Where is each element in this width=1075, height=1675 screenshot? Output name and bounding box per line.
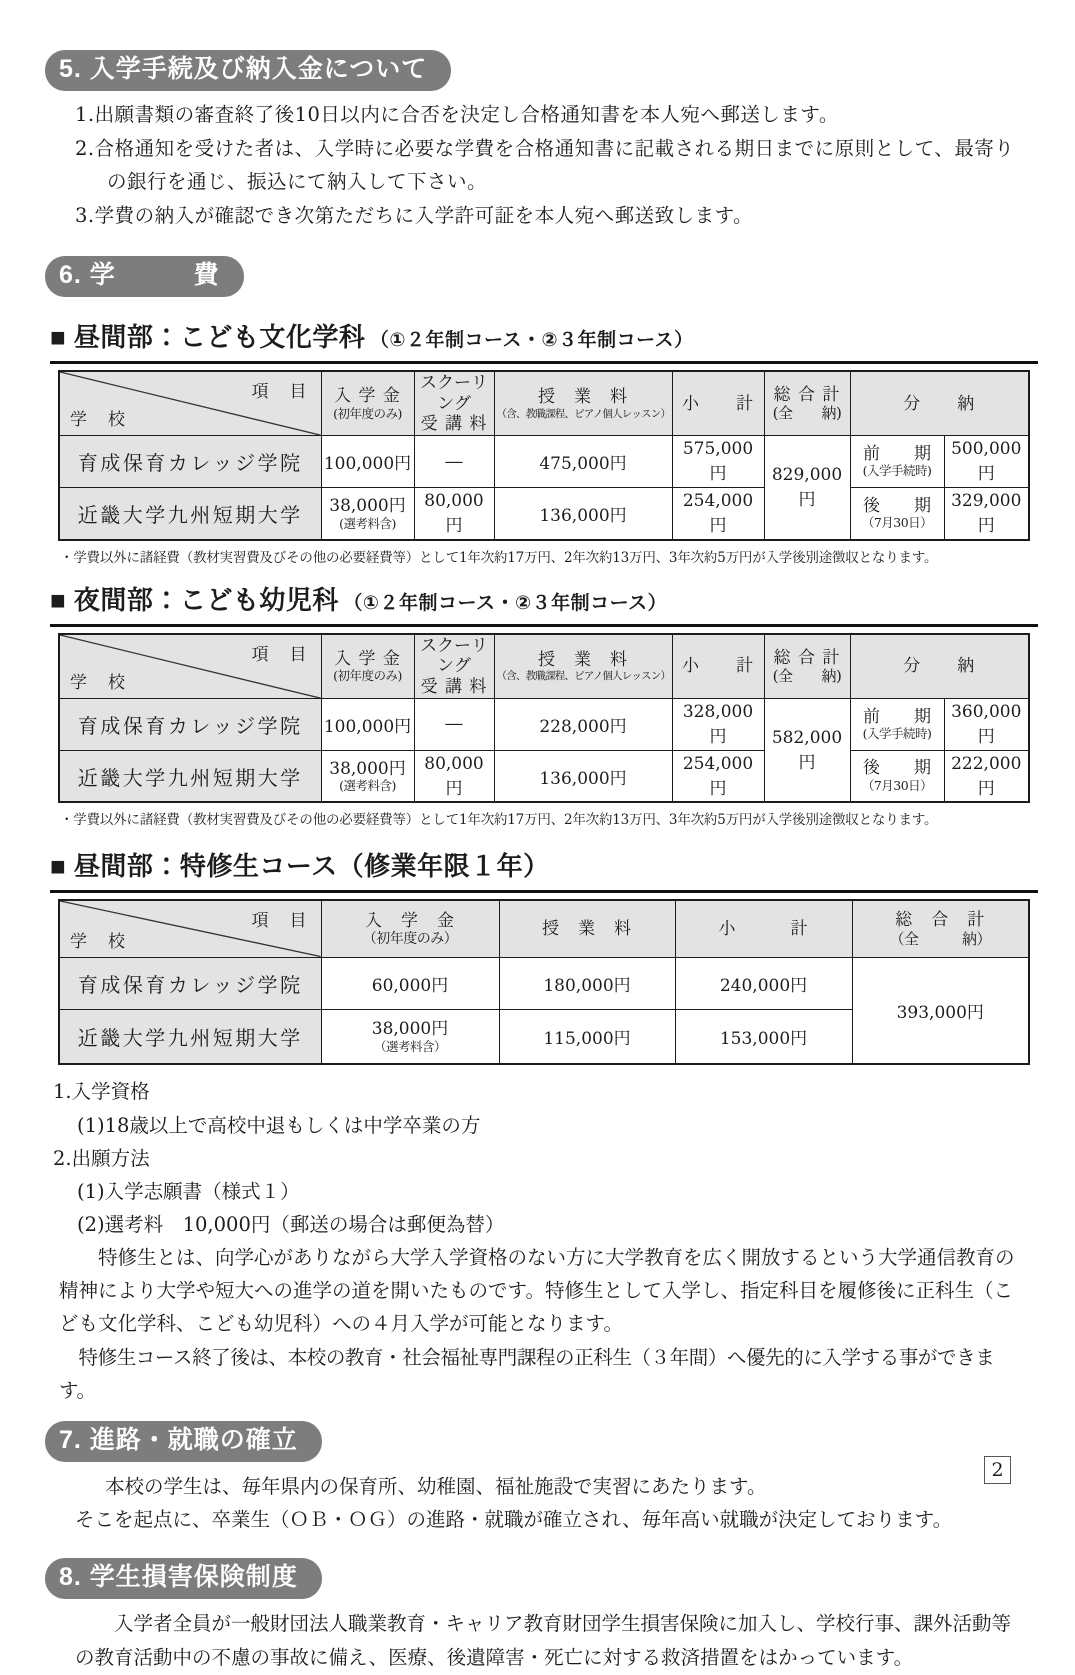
header-admission: 入 学 金 （初年度のみ）	[321, 900, 499, 957]
header-schooling: スクーリング 受 講 料	[414, 634, 494, 699]
header-tuition: 授 業 料	[499, 900, 675, 957]
header-school-label: 学 校	[70, 672, 127, 693]
application-item: (2)選考料 10,000円（郵送の場合は郵便為替）	[77, 1213, 505, 1237]
subtotal: 575,000円	[672, 436, 764, 488]
diagonal-header-cell	[59, 371, 321, 436]
header-schooling: スクーリング 受 講 料	[414, 371, 494, 436]
evening-heading	[50, 580, 1038, 627]
header-school-label: 学 校	[70, 410, 127, 431]
section-8-title: 8. 学生損害保険制度	[45, 1558, 322, 1599]
table-row	[59, 436, 1029, 488]
table-row	[59, 957, 1029, 1009]
evening-heading-sub: （①２年制コース・②３年制コース）	[343, 592, 668, 614]
daytime-note: ・学費以外に諸経費（教材実習費及びその他の必要経費等）として1年次約17万円、2年次約13万円、3年次約5万円が入学後別途徴収となります。	[60, 549, 938, 566]
header-subtotal: 小 計	[675, 900, 852, 957]
table-header-row	[59, 634, 1029, 699]
section-5-list	[75, 98, 1027, 232]
admission-fee: 60,000円	[321, 957, 499, 1009]
school-name: 育成保育カレッジ学院	[59, 698, 321, 750]
application-title: 2.出願方法	[53, 1146, 150, 1170]
schooling-fee: 80,000円	[414, 488, 494, 540]
table-header-row	[59, 900, 1029, 957]
application-item: (1)入学志願書（様式１）	[77, 1179, 300, 1203]
subtotal: 328,000円	[672, 698, 764, 750]
section-6	[45, 256, 1035, 297]
daytime-heading	[50, 317, 1038, 364]
page-number: 2	[984, 1456, 1011, 1484]
installment-amount: 360,000円	[944, 698, 1029, 750]
schooling-fee: ―	[414, 698, 494, 750]
table-row	[59, 488, 1029, 540]
section-5-item: 3.学費の納入が確認でき次第ただちに入学許可証を本人宛へ郵送致します。	[75, 203, 754, 227]
grand-total: 582,000円	[764, 698, 850, 802]
installment-amount: 222,000円	[944, 750, 1029, 802]
tuition-fee: 115,000円	[499, 1009, 675, 1064]
schooling-fee: ―	[414, 436, 494, 488]
installment-period: 後 期 （7月30日）	[850, 750, 944, 802]
evening-heading-main: ■ 夜間部：こども幼児科	[50, 584, 339, 615]
schooling-fee: 80,000円	[414, 750, 494, 802]
tuition-fee: 180,000円	[499, 957, 675, 1009]
daytime-fee-table	[58, 370, 1030, 541]
qualification-title: 1.入学資格	[53, 1080, 150, 1104]
school-name: 近畿大学九州短期大学	[59, 488, 321, 540]
section-7-title: 7. 進路・就職の確立	[45, 1421, 322, 1462]
tuition-fee: 136,000円	[494, 750, 672, 802]
installment-amount: 329,000円	[944, 488, 1029, 540]
evening-note: ・学費以外に諸経費（教材実習費及びその他の必要経費等）として1年次約17万円、2年次約13万円、3年次約5万円が入学後別途徴収となります。	[60, 812, 938, 829]
qualification-item: (1)18歳以上で高校中退もしくは中学卒業の方	[77, 1113, 481, 1137]
tuition-fee: 228,000円	[494, 698, 672, 750]
header-item-label: 項 目	[251, 382, 309, 403]
tuition-fee: 475,000円	[494, 436, 672, 488]
table-header-row	[59, 371, 1029, 436]
table-row	[59, 698, 1029, 750]
header-admission: 入 学 金 (初年度のみ)	[321, 634, 414, 699]
subtotal: 254,000円	[672, 750, 764, 802]
installment-amount: 500,000円	[944, 436, 1029, 488]
section-7-line: 本校の学生は、毎年県内の保育所、幼稚園、福祉施設で実習にあたります。	[105, 1474, 767, 1498]
header-tuition: 授 業 料 （含、教職課程、ピアノ個人レッスン）	[494, 371, 672, 436]
daytime-heading-sub: （①２年制コース・②３年制コース）	[369, 330, 694, 352]
school-name: 近畿大学九州短期大学	[59, 1009, 321, 1064]
admission-fee: 38,000円 (選考料含)	[321, 488, 414, 540]
header-subtotal: 小 計	[672, 634, 764, 699]
section-5	[45, 50, 1035, 232]
section-5-item: 2.合格通知を受けた者は、入学時に必要な学費を合格通知書に記載される期日までに原則として、最寄りの銀行を通じ、振込にて納入して下さい。	[75, 136, 1015, 194]
diagonal-header-cell	[59, 900, 321, 957]
section-6-title: 6. 学 費	[45, 256, 244, 297]
grand-total: 829,000円	[764, 436, 850, 540]
grand-total: 393,000円	[852, 957, 1029, 1064]
daytime-heading-main: ■ 昼間部：こども文化学科	[50, 322, 366, 353]
header-installments: 分 納	[850, 371, 1029, 436]
special-fee-table	[58, 899, 1030, 1065]
admission-fee: 38,000円 (選考料含)	[321, 750, 414, 802]
special-paragraph: 特修生コース終了後は、本校の教育・社会福祉専門課程の正科生（３年間）へ優先的に入学する事ができます。	[59, 1345, 995, 1402]
subtotal: 153,000円	[675, 1009, 852, 1064]
subtotal: 240,000円	[675, 957, 852, 1009]
header-tuition: 授 業 料 （含、教職課程、ピアノ個人レッスン）	[494, 634, 672, 699]
school-name: 育成保育カレッジ学院	[59, 436, 321, 488]
header-item-label: 項 目	[251, 911, 309, 932]
tuition-fee: 136,000円	[494, 488, 672, 540]
evening-fee-table	[58, 633, 1030, 804]
header-total: 総 合 計 (全 納)	[764, 371, 850, 436]
table-row	[59, 750, 1029, 802]
special-heading	[50, 846, 1038, 893]
header-item-label: 項 目	[251, 644, 309, 665]
installment-period: 後 期 （7月30日）	[850, 488, 944, 540]
school-name: 近畿大学九州短期大学	[59, 750, 321, 802]
section-8	[45, 1558, 1035, 1675]
section-8-body: 入学者全員が一般財団法人職業教育・キャリア教育財団学生損害保険に加入し、学校行事、課外活動等の教育活動中の不慮の事故に備え、医療、後遺障害・死亡に対する救済措置をはかっています。	[75, 1612, 1012, 1670]
header-total: 総 合 計 （全 納）	[852, 900, 1029, 957]
installment-period: 前 期 (入学手続時)	[850, 436, 944, 488]
subtotal: 254,000円	[672, 488, 764, 540]
section-7-line: そこを起点に、卒業生（ＯＢ・ＯＧ）の進路・就職が確立され、毎年高い就職が決定しております。	[75, 1508, 953, 1532]
special-heading-main: ■ 昼間部：特修生コース（修業年限１年）	[50, 851, 550, 882]
section-5-item: 1.出願書類の審査終了後10日以内に合否を決定し合格通知書を本人宛へ郵送します。	[75, 103, 839, 126]
header-total: 総 合 計 (全 納)	[764, 634, 850, 699]
header-installments: 分 納	[850, 634, 1029, 699]
diagonal-header-cell	[59, 634, 321, 699]
header-subtotal: 小 計	[672, 371, 764, 436]
admission-fee: 100,000円	[321, 436, 414, 488]
installment-period: 前 期 (入学手続時)	[850, 698, 944, 750]
school-name: 育成保育カレッジ学院	[59, 957, 321, 1009]
header-admission: 入 学 金 (初年度のみ)	[321, 371, 414, 436]
admission-fee: 38,000円 （選考料含）	[321, 1009, 499, 1064]
special-paragraph: 特修生とは、向学心がありながら大学入学資格のない方に大学教育を広く開放するという大学通信教育の精神により大学や短大への進学の道を開いたものです。特修生として入学し、指定科目を履修後に正科生（こども文化学科、こども幼児科）への４月入学が可能となります。	[59, 1246, 1015, 1336]
section-5-title: 5. 入学手続及び納入金について	[45, 50, 451, 91]
header-school-label: 学 校	[70, 931, 127, 952]
admission-fee: 100,000円	[321, 698, 414, 750]
special-info	[45, 1075, 1025, 1406]
